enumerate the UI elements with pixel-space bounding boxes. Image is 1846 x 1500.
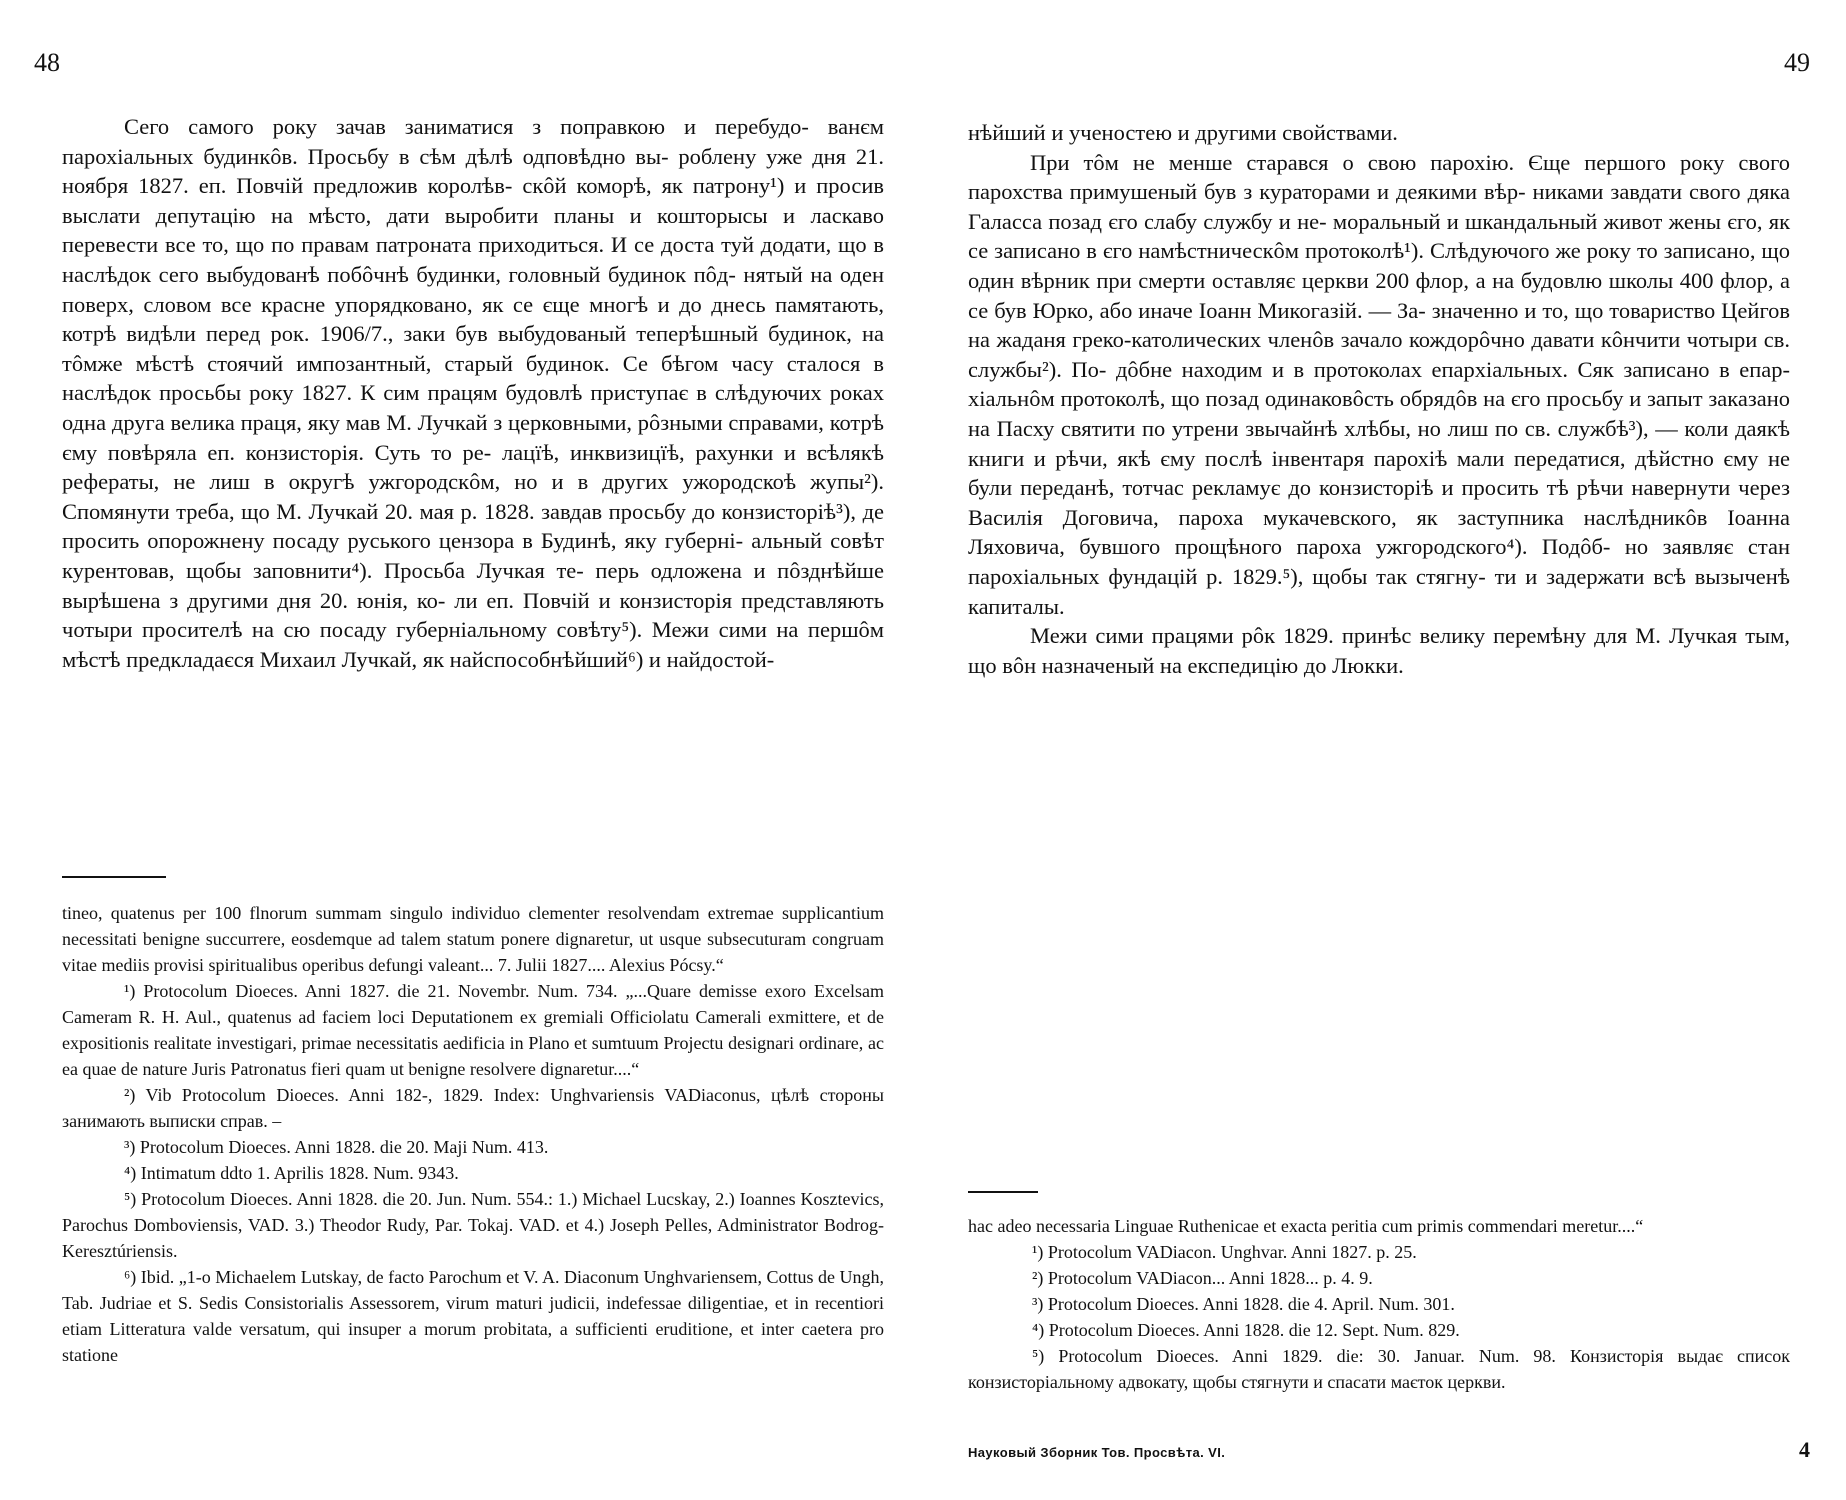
text-line: моральный и шкандальный живот жены єго, як се записано в єго xyxy=(968,208,1790,264)
footnotes-left xyxy=(62,900,884,1368)
text-line: Межи сими працями рôк 1829. принѣс велику перемѣну для М. xyxy=(1030,623,1661,649)
text-line: один вѣрник при смерти оставляє церкви 200 флор, а на будовлю xyxy=(968,267,1603,293)
text-line: намѣстническôм протоколѣ¹). Слѣдуючого же року то записано, що xyxy=(1138,238,1790,264)
text-line: року свого парохства примушеный був з кураторами и деякими вѣр- xyxy=(968,149,1790,205)
text-line: нѣйший и ученостею и другими свойствами. xyxy=(968,120,1398,145)
page-number-left: 48 xyxy=(34,48,60,77)
footnotes-right xyxy=(968,1213,1790,1395)
text-line: дати выробити планы и кошторысы и ласкаво перевести все то, що xyxy=(62,202,885,258)
text-line: ужгородскôм, но и в других ужородскоѣ жупы²). Спомянути треба, xyxy=(62,469,884,524)
footnote: ¹) Protocolum VADiacon. Unghvar. Anni 1827. p. 25. xyxy=(1032,1242,1417,1262)
journal-footer: Науковый Зборник Тов. Просвѣта. VI. xyxy=(968,1445,1226,1460)
text-line: інвентаря парохіѣ мали передатися, дѣйстно єму не були переданѣ, xyxy=(968,445,1791,501)
text-line: скôй коморѣ, як патрону¹) и просив выслати депутацію на мѣсто, xyxy=(62,173,885,228)
footnote: ⁴) Protocolum Dioeces. Anni 1828. die 12. Sept. Num. 829. xyxy=(1032,1320,1460,1340)
text-line: Василія Договича, пароха мукачевского, як заступника наслѣдникôв xyxy=(968,504,1708,530)
text-line: членôв зачало кождорôчно давати кôнчити чотыри св. службы²). По- xyxy=(968,327,1790,382)
footnote: ¹) Protocolum Dioeces. Anni 1827. die 21. Novembr. Num. 734. „...Quare demisse exoro Excelsam Cameram R. H. Aul., quatenus ad faciem loci Deputationem ex gremiali Officiolatu Camerali exmittere, et de expositionis realitate investigari, primae necessitatis aedificia in Plano et sumtuum Projectu designari ordinare, ac ea quae de nature Juris Patronatus fieri quam ut benigne resolvere dignaretur....“ xyxy=(62,981,884,1079)
text-line: ти и задержати всѣ вызыченѣ капиталы. xyxy=(968,563,1791,619)
text-line: Лучкая тым, що вôн назначеный на експедицію до Люкки. xyxy=(968,623,1791,678)
text-line: дôбне находим и в протоколах епархіальных. Сяк записано в епар- xyxy=(1115,356,1790,382)
footnote-divider xyxy=(968,1191,1038,1193)
text-line: и запыт заказано на Пасху святити по утрени звычайнѣ хлѣбы, но xyxy=(968,386,1791,441)
text-line: но заявляє стан парохіальных фундацій р. 1829.⁵), щобы так стягну- xyxy=(968,534,1791,589)
text-line: предкладаєся Михаил Лучкай, як найспособнѣйший⁶) и найдостой- xyxy=(126,646,775,672)
footnote: ³) Protocolum Dioeces. Anni 1828. die 20. Maji Num. 413. xyxy=(124,1137,549,1157)
text-line: ли еп. Повчій и конзисторія представляють чотыри просителѣ на xyxy=(62,587,884,643)
footnote: ²) Vib Protocolum Dioeces. Anni 182-, 1829. Index: Unghvariensis VADiaconus, цѣлѣ стороны занимають выписки справ. – xyxy=(62,1085,884,1131)
main-text-left xyxy=(62,112,884,674)
paragraph xyxy=(968,148,1790,622)
text-line: При тôм не менше старався о свою парохію. Єще першого xyxy=(1030,149,1667,175)
text-line: по правам патроната приходиться. И се доста туй додати, що в xyxy=(271,232,885,258)
paragraph xyxy=(62,112,884,674)
footnote: ³) Protocolum Dioeces. Anni 1828. die 4. April. Num. 301. xyxy=(1032,1294,1455,1314)
text-line: ванєм парохіальных будинкôв. Просьбу в сѣм дѣлѣ одповѣдно вы- xyxy=(62,114,884,169)
text-line: лацїѣ, инквизицїѣ, рахунки и всѣлякѣ рефераты, не лиш в округѣ xyxy=(62,439,885,495)
text-line: хіальнôм протоколѣ, що позад одинаковôсть обрядôв на єго просьбу xyxy=(968,386,1624,412)
footnote: ²) Protocolum VADiacon... Anni 1828... p. 4. 9. xyxy=(1032,1268,1373,1288)
text-line: наслѣдок сего выбудованѣ побôчнѣ будинки, головный будинок пôд- xyxy=(62,261,736,287)
text-line: роках одна друга велика праця, яку мав М. Лучкай з церковными, xyxy=(62,380,885,435)
paragraph xyxy=(968,621,1790,680)
text-line: сю посаду губерніальному совѣту⁵). Межи сими на першôм мѣстѣ xyxy=(62,617,885,672)
signature-mark: 4 xyxy=(1799,1437,1810,1462)
text-line: многѣ и до днесь памятають, котрѣ видѣли перед рок. 1906/7., заки xyxy=(62,291,885,347)
text-line: рôзными справами, котрѣ єму повѣряла еп. конзисторія. Суть то ре- xyxy=(62,409,885,465)
text-line: Іоанна Ляховича, бувшого прощѣного пароха ужгородского⁴). Подôб- xyxy=(968,504,1790,560)
text-line: никами завдати свого дяка Галасса позад єго слабу службу и не- xyxy=(968,179,1791,234)
text-line: просьбы року 1827. К сим працям будовлѣ приступає в слѣдуючих xyxy=(159,380,822,406)
paragraph xyxy=(968,118,1790,148)
text-line: нятый на оден поверх, словом все красне упорядковано, як се єще xyxy=(62,261,884,317)
text-line: був выбудованый теперѣшный будинок, на тôмже мѣстѣ стоячий xyxy=(62,321,885,376)
text-line: перь одложена и пôзднѣйше вырѣшена з другими дня 20. юнія, ко- xyxy=(62,557,884,613)
main-text-right xyxy=(968,118,1790,680)
right-page xyxy=(923,0,1846,1500)
text-line: роблену уже дня 21. ноября 1827. еп. Повчій предложив королѣв- xyxy=(62,143,884,199)
text-line: школы 400 флор, а се був Юрко, або иначе Іоанн Микогазій. — За- xyxy=(968,267,1790,323)
footnote: ⁶) Ibid. „1-o Michaelem Lutskay, de facto Parochum et V. A. Diaconum Unghvariensem, Cottus de Ungh, Tab. Judriae et S. Sedis Consistorialis Assessorem, virum maturi judicii, indefessae diligentiae, et in recentiori etiam Litteratura valde versatum, qui insuper a morum probitata, a sufficienti eruditione, et inter caetera pro statione xyxy=(62,1267,884,1365)
footnote: ⁵) Protocolum Dioeces. Anni 1829. die: 30. Januar. Num. 98. Конзисторія выдає список конзисторіальному адвокату, щобы стягнути и спасати маєток церкви. xyxy=(968,1346,1790,1392)
text-line: лиш по св. службѣ³), — коли даякѣ книги и рѣчи, якѣ єму послѣ xyxy=(968,415,1790,471)
page-number-right: 49 xyxy=(1784,48,1810,77)
footnote: ⁵) Protocolum Dioeces. Anni 1828. die 20. Jun. Num. 554.: 1.) Michael Lucskay, 2.) Ioannes Kosztevics, Parochus Domboviensis, VAD. 3.) Theodor Rudy, Par. Tokaj. VAD. et 4.) Joseph Pelles, Administrator Bodrog-Keresztúriensis. xyxy=(62,1189,884,1261)
footnote: ⁴) Intimatum ddto 1. Aprilis 1828. Num. 9343. xyxy=(124,1163,459,1183)
text-line: тотчас рекламує до конзисторіѣ и просить тѣ рѣчи навернути через xyxy=(1122,475,1790,501)
footnote-divider xyxy=(62,876,166,878)
text-line: що М. Лучкай 20. мая р. 1828. завдав просьбу до конзисторіѣ³), де xyxy=(241,498,884,524)
text-line: импозантный, старый будинок. Се бѣгом часу сталося в наслѣдок xyxy=(62,350,885,406)
text-line: Сего самого року зачав заниматися з поправкою и перебудо- xyxy=(124,114,809,139)
footnote-continuation: hac adeo necessaria Linguae Ruthenicae et exacta peritia cum primis commendari meretur....“ xyxy=(968,1216,1644,1236)
text-line: просить опорожнену посаду руського цензора в Будинѣ, яку губерні- xyxy=(62,528,744,554)
text-line: значенно и то, що товариство Цейгов на жаданя греко-католических xyxy=(968,297,1790,353)
text-line: альный совѣт курентовав, щобы заповнити⁴). Просьба Лучкая те- xyxy=(62,528,885,583)
footnote-continuation: tineo, quatenus per 100 flnorum summam singulo individuo clementer resolvendam extremae supplicantium necessitati benigne succurrere, eosdemque ad talem statum ponere dignaretur, ut usque subsecuturam congruam vitae mediis provisi spiritualibus operibus defungi valeant... 7. Julii 1827.... Alexius Pócsy.“ xyxy=(62,903,884,975)
